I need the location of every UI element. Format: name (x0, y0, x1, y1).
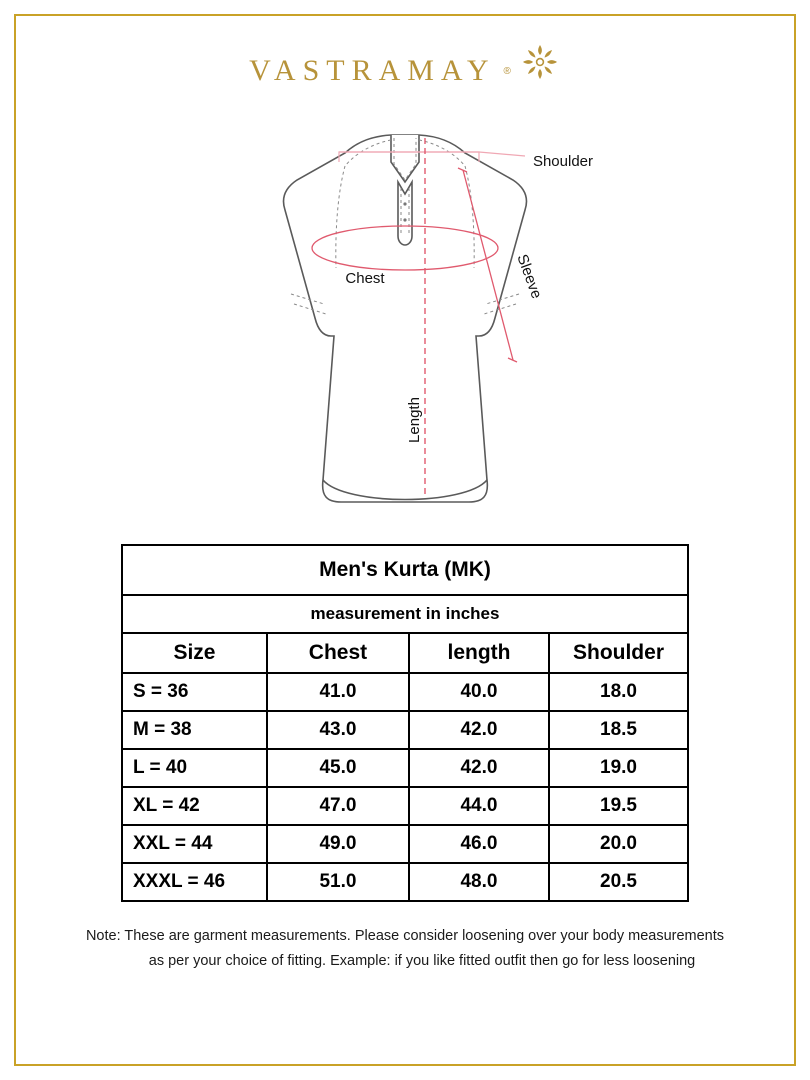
kurta-outline-svg (195, 108, 615, 528)
cell-size: XL = 42 (122, 787, 267, 825)
cell-length: 46.0 (409, 825, 549, 863)
cell-shoulder: 18.0 (549, 673, 688, 711)
floral-ornament-icon (519, 41, 561, 88)
cell-size: XXL = 44 (122, 825, 267, 863)
table-row (122, 863, 688, 901)
label-sleeve: Sleeve (513, 251, 546, 301)
cell-length: 40.0 (409, 673, 549, 711)
cell-shoulder: 20.5 (549, 863, 688, 901)
brand-header (40, 36, 770, 106)
cell-length: 48.0 (409, 863, 549, 901)
cell-size: XXXL = 46 (122, 863, 267, 901)
cell-chest: 47.0 (267, 787, 409, 825)
cell-chest: 49.0 (267, 825, 409, 863)
table-subtitle: measurement in inches (122, 595, 688, 633)
column-header-chest: Chest (267, 633, 409, 673)
kurta-measurement-diagram (40, 108, 770, 538)
brand-name: VASTRAMAY (249, 54, 496, 87)
cell-shoulder: 19.0 (549, 749, 688, 787)
measurement-note (40, 924, 770, 973)
cell-shoulder: 20.0 (549, 825, 688, 863)
label-chest: Chest (345, 270, 385, 287)
table-row (122, 749, 688, 787)
label-shoulder: Shoulder (532, 153, 593, 170)
cell-length: 42.0 (409, 749, 549, 787)
size-chart-table (121, 544, 689, 902)
table-header-row (122, 633, 688, 673)
cell-size: S = 36 (122, 673, 267, 711)
table-title: Men's Kurta (MK) (122, 545, 688, 595)
table-row (122, 825, 688, 863)
table-row (122, 711, 688, 749)
cell-chest: 43.0 (267, 711, 409, 749)
table-title-row (122, 545, 688, 595)
column-header-length: length (409, 633, 549, 673)
label-length: Length (406, 397, 423, 443)
table-row (122, 787, 688, 825)
table-subtitle-row (122, 595, 688, 633)
cell-chest: 51.0 (267, 863, 409, 901)
table-row (122, 673, 688, 711)
cell-chest: 41.0 (267, 673, 409, 711)
cell-chest: 45.0 (267, 749, 409, 787)
cell-length: 42.0 (409, 711, 549, 749)
cell-shoulder: 19.5 (549, 787, 688, 825)
column-header-shoulder: Shoulder (549, 633, 688, 673)
cell-length: 44.0 (409, 787, 549, 825)
column-header-size: Size (122, 633, 267, 673)
note-line-2: as per your choice of fitting. Example: if you like fitted outfit then go for less loosening (148, 952, 696, 969)
cell-size: M = 38 (122, 711, 267, 749)
cell-size: L = 40 (122, 749, 267, 787)
cell-shoulder: 18.5 (549, 711, 688, 749)
note-line-1: Note: These are garment measurements. Please consider loosening over your body measurements (85, 928, 725, 944)
table-body (122, 673, 688, 901)
registered-trademark: ® (503, 65, 511, 77)
